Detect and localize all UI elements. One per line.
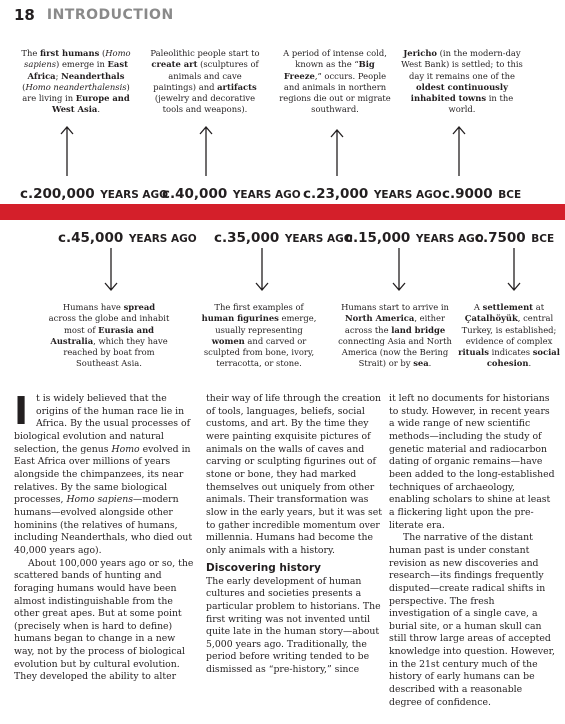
date-unit: YEARS AGO xyxy=(373,189,442,201)
timeline-caption-top-3: A period of intense cold, known as the “Big Freeze,” occurs. People and animals in northern regions die out or migrate southward. xyxy=(279,48,391,115)
italic-text: Homo neanderthalensis xyxy=(25,81,127,92)
timeline-bar xyxy=(0,204,565,220)
timeline-caption-top-4: Jericho (in the modern-day West Bank) is settled; to this day it remains one of the oldest continuously inhabited towns in the world. xyxy=(401,48,523,115)
bold-text: human figurines xyxy=(201,313,279,324)
italic-text: Homo sapiens xyxy=(24,48,131,70)
timeline-date-top-3 xyxy=(303,183,442,202)
timeline-caption-bottom-4: A settlement at Çatalhöyük, central Turkey, is established; evidence of complex rituals indicates social cohesion. xyxy=(458,302,560,369)
timeline-date-bottom-2 xyxy=(214,227,353,246)
paragraph-text: t is widely believed that the origins of the human race lie in Africa. By the usual processes of biological evolution and natural selection, the genus Homo evolved in East Africa over millions of years alongside the chimpanzees, its near relatives. By the same biological processes, Homo sapiens—modern humans—evolved alongside other hominins (the relatives of humans, including Neanderthals, who died out 40,000 years ago). xyxy=(14,393,193,556)
bold-text: social cohesion xyxy=(486,347,560,369)
bold-text: Eurasia and Australia xyxy=(50,324,155,346)
bold-text: Big Freeze xyxy=(283,59,375,81)
bold-text: women xyxy=(211,335,245,346)
date-unit: BCE xyxy=(531,233,555,245)
body-paragraph: The early development of human cultures and societies presents a particular problem to historians. The first writing was not invented until quite late in the human story—about 5,000 years ago. Traditionally, the period before writing tended to be dismissed as “pre-history,” since xyxy=(206,575,381,676)
page-number: 18 xyxy=(14,6,35,24)
body-paragraph: it left no documents for historians to study. However, in recent years a wide range of new scientific methods—including the study of genetic material and radiocarbon dating of organic remains—have been added to the long-established techniques of archaeology, enabling scholars to shine at least a flickering light upon the pre-literate era. xyxy=(389,393,555,531)
timeline-date-top-4 xyxy=(442,183,521,202)
date-number: c.23,000 xyxy=(303,186,369,202)
bold-text: Neanderthals xyxy=(61,70,125,81)
timeline-caption-bottom-2: The first examples of human figurines emerge, usually representing women and carved or sculpted from bone, ivory, terracotta, or stone. xyxy=(201,302,317,369)
bold-text: first humans xyxy=(40,48,100,58)
body-column-3 xyxy=(389,393,556,709)
timeline-caption-top-1: The first humans (Homo sapiens) emerge in East Africa; Neanderthals (Homo neanderthalensis) are living in Europe and West Asia. xyxy=(21,48,131,115)
bold-text: rituals xyxy=(458,347,489,358)
date-number: c.200,000 xyxy=(20,186,95,202)
italic-text: Homo sapiens xyxy=(66,494,134,506)
timeline-date-bottom-4 xyxy=(475,227,554,246)
bold-text: land bridge xyxy=(391,324,446,335)
date-unit: YEARS AGO xyxy=(100,189,169,201)
arrow-down-icon xyxy=(392,247,406,292)
body-paragraph: The narrative of the distant human past is under constant revision as new discoveries and research—its findings frequently disputed—create radical shifts in perspective. The fresh investigation of a single cave, a burial site, or a human skull can still throw large areas of accepted knowledge into question. However, in the 21st century much of the history of early humans can be described with a reasonable degree of confidence. xyxy=(389,532,555,708)
timeline-date-bottom-3 xyxy=(345,227,484,246)
arrow-down-icon xyxy=(507,247,521,292)
date-unit: BCE xyxy=(498,189,522,201)
arrow-up-icon xyxy=(330,128,344,177)
body-column-2 xyxy=(206,393,382,677)
bold-text: Europe and West Asia xyxy=(51,93,130,115)
arrow-down-icon xyxy=(104,247,118,292)
timeline-date-top-1 xyxy=(20,183,168,202)
date-unit: YEARS AGO xyxy=(128,233,197,245)
timeline-date-top-2 xyxy=(162,183,301,202)
bold-text: artifacts xyxy=(217,81,257,92)
arrow-up-icon xyxy=(452,125,466,177)
date-unit: YEARS AGO xyxy=(284,233,353,245)
body-column-1 xyxy=(14,389,195,684)
section-heading: Discovering history xyxy=(206,561,321,574)
bold-text: Çatalhöyük xyxy=(464,313,518,324)
timeline-caption-bottom-3: Humans start to arrive in North America, either across the land bridge connecting Asia and North America (now the Bering Strait) or by sea. xyxy=(338,302,452,369)
bold-text: Jericho xyxy=(403,48,437,58)
bold-text: create art xyxy=(151,59,198,70)
date-number: c.45,000 xyxy=(58,230,124,246)
date-number: c.7500 xyxy=(475,230,526,246)
bold-text: settlement xyxy=(482,302,534,312)
page-header xyxy=(14,4,174,26)
date-unit: YEARS AGO xyxy=(415,233,484,245)
bold-text: North America xyxy=(344,313,415,324)
timeline-date-bottom-1 xyxy=(58,227,197,246)
bold-text: East Africa xyxy=(27,59,128,81)
date-number: c.35,000 xyxy=(214,230,280,246)
timeline-caption-bottom-1: Humans have spread across the globe and inhabit most of Eurasia and Australia, which they have reached by boat from Southeast Asia. xyxy=(48,302,170,369)
arrow-down-icon xyxy=(255,247,269,292)
date-unit: YEARS AGO xyxy=(232,189,301,201)
italic-text: Homo xyxy=(111,443,140,455)
body-paragraph: About 100,000 years ago or so, the scattered bands of hunting and foraging humans would have been almost indistinguishable from the other great apes. But at some point (precisely when is hard to define) humans began to change in a new way, not by the process of biological evolution but by cultural evolution. They developed the ability to alter xyxy=(14,557,194,683)
drop-cap: I xyxy=(14,389,29,433)
body-paragraph xyxy=(14,389,195,558)
date-number: c.40,000 xyxy=(162,186,228,202)
arrow-up-icon xyxy=(199,125,213,177)
bold-text: spread xyxy=(123,302,156,312)
date-number: c.15,000 xyxy=(345,230,411,246)
body-paragraph: their way of life through the creation of tools, languages, beliefs, social customs, and art. By the time they were painting exquisite pictures of animals on the walls of caves and carving or sculpting figurines out of stone or bone, they had marked themselves out uniquely from other animals. Their transformation was slow in the early years, but it was set to gather incredible momentum over millennia. Humans had become the only animals with a history. xyxy=(206,393,382,556)
timeline-caption-top-2: Paleolithic people start to create art (sculptures of animals and cave paintings) and artifacts (jewelry and decorative tools and weapons). xyxy=(150,48,260,115)
arrow-up-icon xyxy=(60,125,74,177)
date-number: c.9000 xyxy=(442,186,493,202)
bold-text: sea xyxy=(413,358,429,369)
section-title: INTRODUCTION xyxy=(46,7,174,23)
bold-text: oldest continuously inhabited towns xyxy=(410,81,508,104)
